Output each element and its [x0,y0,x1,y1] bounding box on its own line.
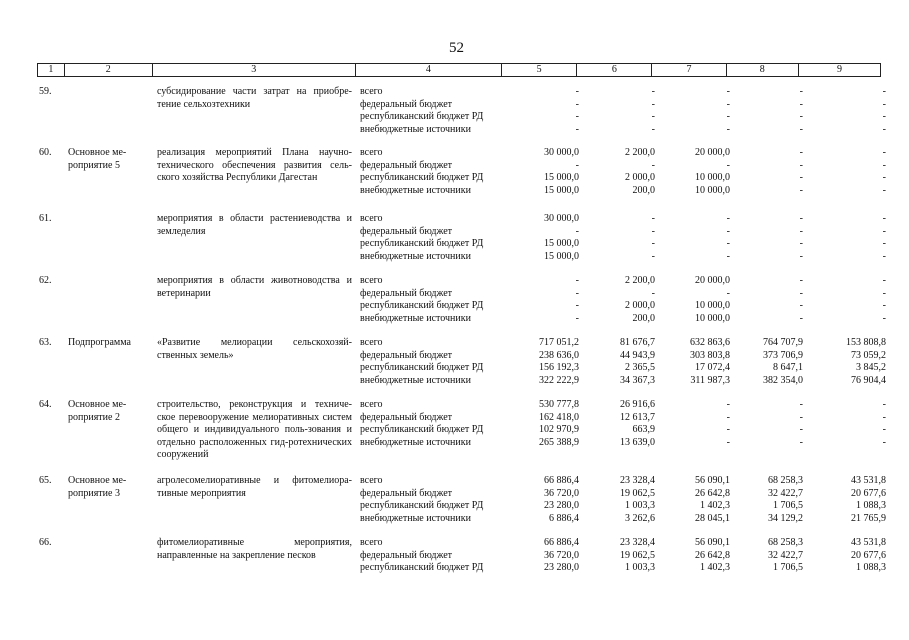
funding-sources [358,147,506,197]
table-row [37,275,888,325]
header-col-8: 8 [727,64,799,76]
amount-value: - [799,184,803,196]
amount-column-8 [733,147,806,197]
amount-value: - [799,399,803,410]
table-row [37,213,888,263]
header-col-6: 6 [577,64,652,76]
amount-value: 23 328,4 [620,537,655,548]
amount-column-7 [658,147,733,197]
amount-value: 30 000,0 [544,147,579,158]
amount-value: - [799,98,803,110]
funding-source-label: внебюджетные источники [360,123,471,135]
row-category: Основное ме-роприятие 5 [68,147,127,171]
amount-value: 3 262,6 [625,512,655,524]
amount-column-7 [658,475,733,525]
amount-value: - [726,98,730,110]
amount-value: 36 720,0 [544,487,579,499]
row-category [64,275,153,325]
amount-value: - [726,238,730,250]
funding-source-label: всего [360,213,383,224]
amount-column-6 [582,475,658,525]
amount-value: - [651,159,655,171]
amount-value: - [575,225,579,237]
amount-value: 200,0 [632,312,655,324]
row-description: субсидирование части затрат на приобре-тение сельхозтехники [157,86,352,110]
row-number: 63. [39,337,52,348]
amount-value: - [575,98,579,110]
row-category: Основное ме-роприятие 2 [68,399,127,423]
amount-value: 30 000,0 [544,213,579,224]
funding-source-label: внебюджетные источники [360,250,471,262]
funding-source-label: внебюджетные источники [360,184,471,196]
amount-value: 238 636,0 [539,349,579,361]
amount-value: 3 845,2 [856,362,886,374]
funding-source-label: республиканский бюджет РД [360,500,484,512]
amount-value: 1 088,3 [856,500,886,512]
amount-value: - [651,287,655,299]
amount-value: - [726,159,730,171]
amount-value: 1 402,3 [700,500,730,512]
funding-source-label: федеральный бюджет [360,487,453,499]
amount-column-8 [733,399,806,462]
amount-value: - [799,312,803,324]
row-number: 59. [39,86,52,97]
amount-column-6 [582,86,658,136]
table-row [37,475,888,525]
table-header [37,63,881,77]
amount-value: 153 808,8 [846,337,886,348]
amount-value: 26 916,6 [620,399,655,410]
amount-value: - [799,238,803,250]
amount-column-6 [582,399,658,462]
amount-value: 102 970,9 [539,424,579,436]
amount-value: 19 062,5 [620,549,655,561]
amount-column-5 [506,213,582,263]
funding-source-label: всего [360,337,383,348]
amount-value: 23 328,4 [620,475,655,486]
amount-value: - [799,250,803,262]
amount-value: - [882,424,886,436]
amount-value: 265 388,9 [539,436,579,448]
amount-column-6 [582,537,658,575]
row-category [64,537,153,575]
funding-sources [358,337,506,387]
amount-value: - [799,300,803,312]
amount-value: - [575,300,579,312]
funding-source-label: федеральный бюджет [360,225,453,237]
amount-value: 73 059,2 [851,349,886,361]
table-row [37,337,888,387]
funding-source-label: всего [360,275,383,286]
amount-value: - [882,238,886,250]
amount-value: 1 088,3 [856,562,886,574]
amount-value: 56 090,1 [695,475,730,486]
funding-source-label: республиканский бюджет РД [360,300,484,312]
amount-value: - [575,275,579,286]
amount-value: - [799,275,803,286]
amount-value: 23 280,0 [544,500,579,512]
amount-column-9 [806,86,888,136]
amount-value: 632 863,6 [690,337,730,348]
amount-value: 1 706,5 [773,500,803,512]
funding-sources [358,275,506,325]
amount-value: 26 642,8 [695,549,730,561]
amount-value: 6 886,4 [549,512,579,524]
amount-value: - [575,86,579,97]
amount-value: 32 422,7 [768,487,803,499]
amount-value: 34 367,3 [620,374,655,386]
funding-source-label: республиканский бюджет РД [360,424,484,436]
amount-value: - [799,424,803,436]
amount-column-5 [506,337,582,387]
amount-value: 28 045,1 [695,512,730,524]
header-col-7: 7 [652,64,726,76]
amount-value: 13 639,0 [620,436,655,448]
amount-value: - [575,159,579,171]
funding-source-label: федеральный бюджет [360,411,453,423]
funding-sources [358,537,506,575]
page-number: 52 [449,40,464,56]
amount-column-6 [582,213,658,263]
amount-value: 1 003,3 [625,500,655,512]
amount-value: 373 706,9 [763,349,803,361]
amount-value: 2 000,0 [625,172,655,184]
amount-column-7 [658,275,733,325]
amount-value: 663,9 [632,424,655,436]
amount-column-9 [806,337,888,387]
amount-column-7 [658,537,733,575]
amount-value: 382 354,0 [763,374,803,386]
amount-value: 2 365,5 [625,362,655,374]
row-description: реализация мероприятий Плана научно-технического обеспечения развития сель-ского хозяйства Республики Дагестан [157,147,352,184]
amount-value: 36 720,0 [544,549,579,561]
amount-column-9 [806,537,888,575]
amount-value: 12 613,7 [620,411,655,423]
funding-source-label: федеральный бюджет [360,549,453,561]
amount-value: - [651,98,655,110]
amount-column-7 [658,399,733,462]
row-category: Основное ме-роприятие 3 [68,475,127,499]
amount-value: - [726,424,730,436]
amount-value: 322 222,9 [539,374,579,386]
amount-value: - [882,184,886,196]
funding-source-label: республиканский бюджет РД [360,111,484,123]
amount-column-5 [506,399,582,462]
funding-source-label: республиканский бюджет РД [360,238,484,250]
row-description: строительство, реконструкция и техниче-ское перевооружение мелиоративных систем общего и индивидуального поль-зования и отдельно расположенных гид-ротехнических сооружений [157,399,352,461]
amount-value: - [726,86,730,97]
amount-value: 1 003,3 [625,562,655,574]
amount-value: 717 051,2 [539,337,579,348]
amount-column-8 [733,337,806,387]
amount-value: 20 677,6 [851,549,886,561]
funding-sources [358,213,506,263]
funding-source-label: внебюджетные источники [360,312,471,324]
table-row [37,147,888,197]
amount-value: 1 402,3 [700,562,730,574]
amount-column-8 [733,475,806,525]
amount-column-7 [658,213,733,263]
amount-value: 17 072,4 [695,362,730,374]
row-category [64,86,153,136]
amount-value: 10 000,0 [695,172,730,184]
amount-value: - [799,436,803,448]
header-col-2: 2 [65,64,153,76]
amount-value: 1 706,5 [773,562,803,574]
amount-value: 20 000,0 [695,147,730,158]
amount-value: - [799,287,803,299]
amount-column-5 [506,475,582,525]
amount-column-8 [733,86,806,136]
amount-value: - [651,250,655,262]
amount-value: - [726,399,730,410]
row-number: 66. [39,537,52,548]
amount-value: 68 258,3 [768,475,803,486]
funding-source-label: внебюджетные источники [360,436,471,448]
funding-source-label: внебюджетные источники [360,374,471,386]
funding-source-label: всего [360,147,383,158]
funding-source-label: всего [360,86,383,97]
amount-value: 19 062,5 [620,487,655,499]
amount-value: 10 000,0 [695,312,730,324]
funding-source-label: республиканский бюджет РД [360,172,484,184]
amount-value: 43 531,8 [851,537,886,548]
amount-value: - [726,287,730,299]
amount-value: 2 000,0 [625,300,655,312]
table-row [37,537,888,575]
amount-value: 21 765,9 [851,512,886,524]
amount-column-6 [582,147,658,197]
amount-value: - [799,172,803,184]
amount-value: - [726,436,730,448]
amount-value: 20 677,6 [851,487,886,499]
table-row [37,399,888,462]
amount-value: 15 000,0 [544,184,579,196]
amount-value: 76 904,4 [851,374,886,386]
row-category [64,213,153,263]
row-description: мероприятия в области животноводства и ветеринарии [157,275,352,299]
row-number: 60. [39,147,52,158]
amount-value: - [726,225,730,237]
table-row [37,86,888,136]
funding-source-label: республиканский бюджет РД [360,362,484,374]
row-description: мероприятия в области растениеводства и земледелия [157,213,352,237]
amount-value: 15 000,0 [544,238,579,250]
amount-value: - [651,238,655,250]
funding-source-label: республиканский бюджет РД [360,562,484,574]
row-category: Подпрограмма [68,337,131,348]
amount-column-9 [806,275,888,325]
amount-value: - [882,111,886,123]
funding-source-label: федеральный бюджет [360,287,453,299]
amount-value: - [799,86,803,97]
amount-value: - [882,98,886,110]
amount-column-9 [806,213,888,263]
amount-value: 15 000,0 [544,250,579,262]
funding-source-label: внебюджетные источники [360,512,471,524]
amount-value: 303 803,8 [690,349,730,361]
amount-value: 2 200,0 [625,147,655,158]
amount-value: - [882,147,886,158]
amount-column-7 [658,86,733,136]
amount-value: - [799,159,803,171]
amount-value: 68 258,3 [768,537,803,548]
amount-value: - [882,287,886,299]
amount-value: - [882,172,886,184]
amount-value: - [726,213,730,224]
amount-value: - [726,123,730,135]
amount-value: 764 707,9 [763,337,803,348]
amount-value: - [882,411,886,423]
funding-sources [358,399,506,462]
header-col-5: 5 [502,64,577,76]
amount-value: - [651,86,655,97]
amount-value: - [575,287,579,299]
amount-value: - [799,123,803,135]
amount-column-9 [806,147,888,197]
header-col-1: 1 [38,64,65,76]
funding-source-label: всего [360,537,383,548]
amount-value: 156 192,3 [539,362,579,374]
amount-value: - [651,213,655,224]
amount-value: - [651,123,655,135]
row-number: 64. [39,399,52,410]
amount-value: 2 200,0 [625,275,655,286]
amount-value: - [575,111,579,123]
amount-value: - [799,213,803,224]
amount-value: - [882,225,886,237]
amount-column-6 [582,337,658,387]
header-col-9: 9 [836,64,842,75]
row-description: агролесомелиоративные и фитомелиора-тивные мероприятия [157,475,352,499]
header-col-3: 3 [153,64,356,76]
amount-column-5 [506,86,582,136]
row-number: 61. [39,213,52,224]
amount-value: 43 531,8 [851,475,886,486]
amount-value: 162 418,0 [539,411,579,423]
funding-source-label: всего [360,475,383,486]
amount-value: - [882,250,886,262]
amount-value: 8 647,1 [773,362,803,374]
amount-value: - [651,225,655,237]
amount-value: - [882,436,886,448]
amount-value: - [575,312,579,324]
funding-source-label: федеральный бюджет [360,98,453,110]
amount-value: 56 090,1 [695,537,730,548]
amount-value: - [651,111,655,123]
amount-value: 200,0 [632,184,655,196]
amount-value: - [726,111,730,123]
amount-column-9 [806,475,888,525]
amount-column-7 [658,337,733,387]
amount-value: - [575,123,579,135]
amount-value: - [882,300,886,312]
amount-value: - [799,225,803,237]
amount-value: 66 886,4 [544,475,579,486]
amount-value: 20 000,0 [695,275,730,286]
funding-source-label: федеральный бюджет [360,159,453,171]
amount-value: - [726,411,730,423]
funding-sources [358,86,506,136]
funding-source-label: федеральный бюджет [360,349,453,361]
amount-column-9 [806,399,888,462]
amount-value: 26 642,8 [695,487,730,499]
amount-value: 32 422,7 [768,549,803,561]
amount-value: 66 886,4 [544,537,579,548]
amount-value: - [882,312,886,324]
amount-column-5 [506,147,582,197]
amount-value: - [799,411,803,423]
amount-value: 81 676,7 [620,337,655,348]
amount-value: - [882,213,886,224]
row-description: «Развитие мелиорации сельскохозяй-ственных земель» [157,337,352,361]
amount-value: 10 000,0 [695,300,730,312]
row-description: фитомелиоративные мероприятия, направленные на закрепление песков [157,537,352,561]
amount-value: - [882,159,886,171]
amount-value: 23 280,0 [544,562,579,574]
amount-column-5 [506,275,582,325]
amount-value: - [882,399,886,410]
amount-column-8 [733,275,806,325]
amount-column-8 [733,537,806,575]
amount-value: - [882,123,886,135]
funding-sources [358,475,506,525]
amount-value: - [882,86,886,97]
amount-value: 311 987,3 [690,374,730,386]
row-number: 62. [39,275,52,286]
amount-column-8 [733,213,806,263]
amount-value: 10 000,0 [695,184,730,196]
amount-column-5 [506,537,582,575]
amount-value: - [726,250,730,262]
amount-value: - [799,111,803,123]
amount-value: - [799,147,803,158]
funding-source-label: всего [360,399,383,410]
amount-value: 15 000,0 [544,172,579,184]
header-col-4: 4 [356,64,502,76]
row-number: 65. [39,475,52,486]
amount-value: 34 129,2 [768,512,803,524]
amount-value: - [882,275,886,286]
amount-column-6 [582,275,658,325]
amount-value: 44 943,9 [620,349,655,361]
amount-value: 530 777,8 [539,399,579,410]
